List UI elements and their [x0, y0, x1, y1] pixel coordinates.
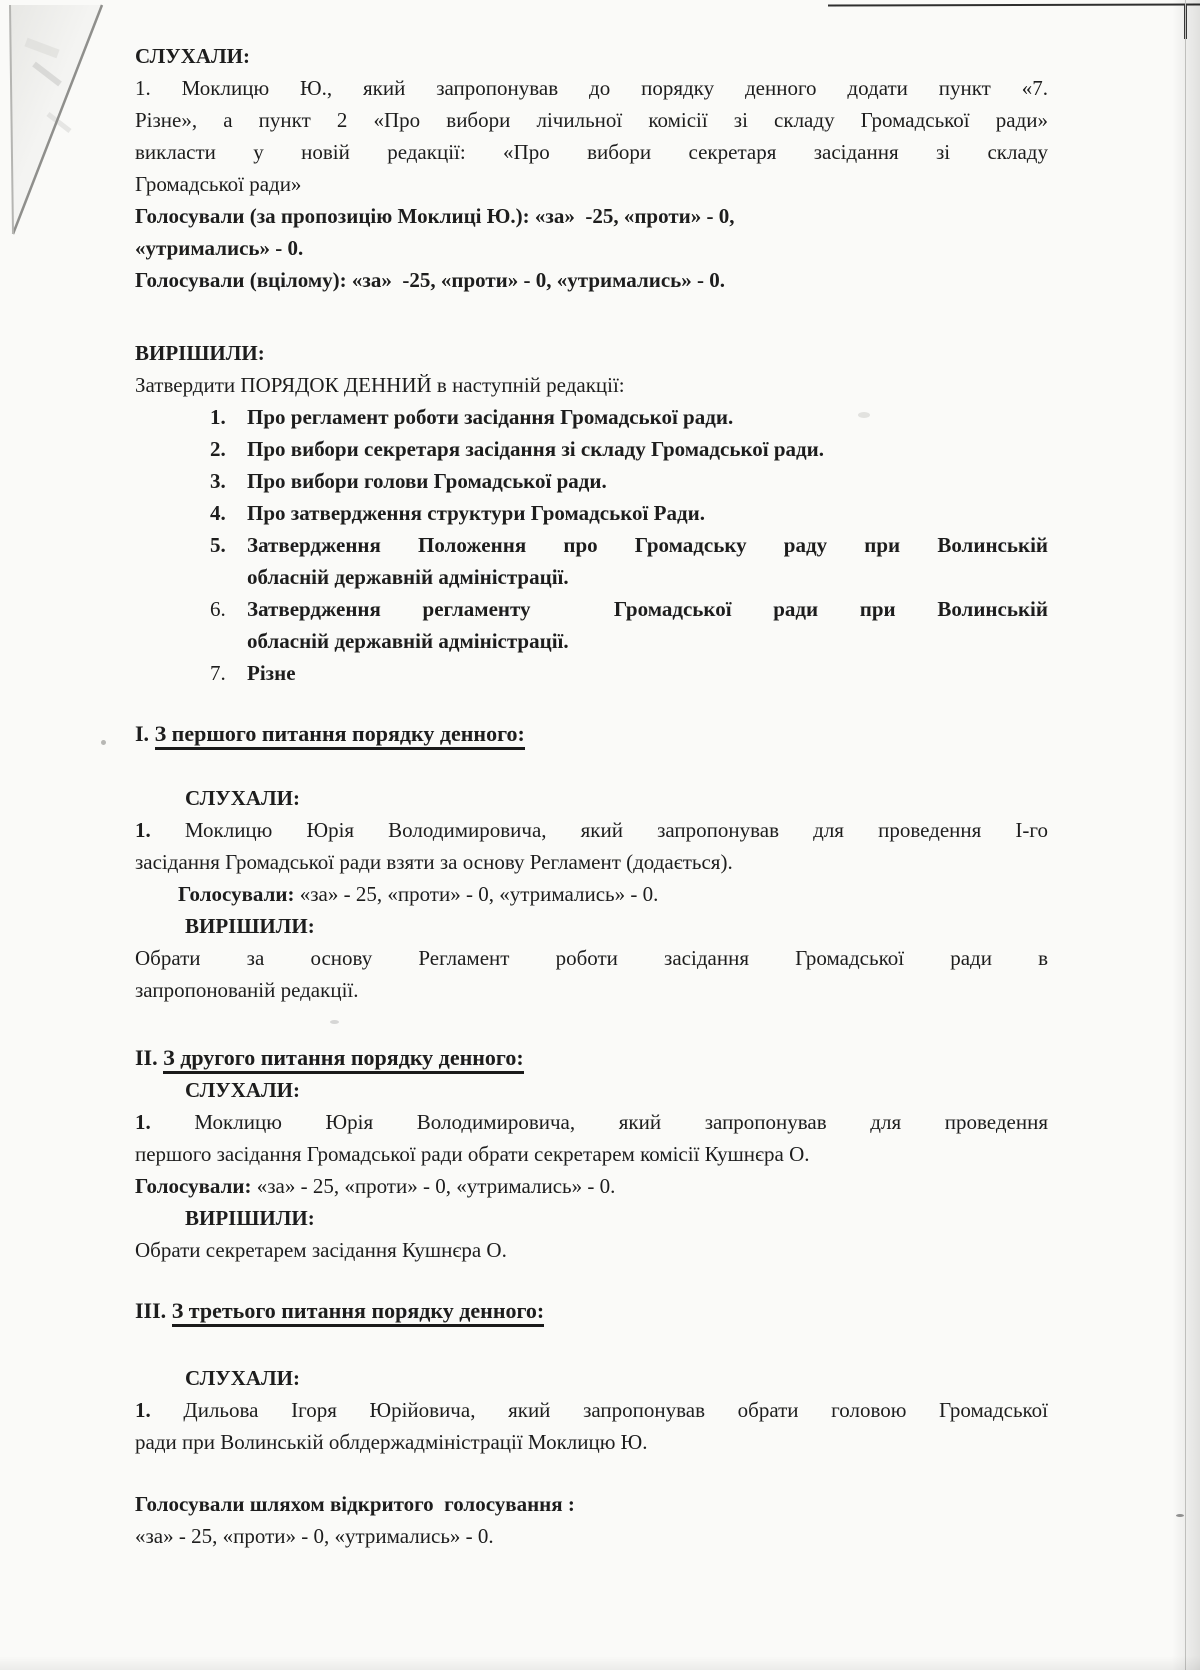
- agenda-item-number: 4.: [210, 501, 226, 525]
- paragraph-line: першого засідання Громадської ради обрати секретарем комісії Кушнєра О.: [135, 1142, 810, 1166]
- scan-bottom-edge-shadow: [0, 1656, 1200, 1670]
- heading-vyrishyly: ВИРІШИЛИ:: [185, 1206, 315, 1230]
- vote-proposal-line: Голосували (за пропозицію Моклиці Ю.): «за» -25, «проти» - 0,: [135, 204, 735, 228]
- section-title: З другого питання порядку денного:: [163, 1045, 524, 1074]
- scan-speck: [1176, 1514, 1184, 1517]
- agenda-item-text: Про вибори голови Громадської ради.: [247, 469, 607, 493]
- section-numeral: III.: [135, 1298, 167, 1323]
- agenda-item: [135, 497, 1048, 529]
- section-title: З першого питання порядку денного:: [155, 721, 525, 750]
- decision-line: Обрати за основу Регламент роботи засідання Громадської ради в: [135, 946, 1048, 970]
- scan-top-edge-line: [828, 4, 1200, 7]
- decision-line: запропонованій редакції.: [135, 978, 359, 1002]
- paragraph-line: 1. Моклицю Ю., який запропонував до порядку денного додати пункт «7.: [135, 76, 1048, 100]
- heading-sluhaly: СЛУХАЛИ:: [185, 1078, 301, 1102]
- paragraph-line: 1. Моклицю Юрія Володимировича, який запропонував для проведення І-го: [135, 818, 1048, 842]
- agenda-item-text: Про вибори секретаря засідання зі складу Громадської ради.: [247, 437, 825, 461]
- agenda-item: [135, 465, 1048, 497]
- agenda-item-text: Про затвердження структури Громадської Ради.: [247, 501, 705, 525]
- agenda-intro: Затвердити ПОРЯДОК ДЕННИЙ в наступній редакції:: [135, 373, 625, 397]
- vote-line: Голосували: «за» - 25, «проти» - 0, «утримались» - 0.: [178, 882, 659, 906]
- scan-speck: [101, 740, 106, 745]
- paragraph-line: Різне», а пункт 2 «Про вибори лічильної комісії зі складу Громадської ради»: [135, 108, 1048, 132]
- agenda-item-number: 3.: [210, 469, 226, 493]
- agenda-item-number: 2.: [210, 437, 226, 461]
- decision-line: Обрати секретарем засідання Кушнєра О.: [135, 1238, 507, 1262]
- heading-sluhaly: СЛУХАЛИ:: [135, 44, 251, 68]
- heading-sluhaly: СЛУХАЛИ:: [185, 1366, 301, 1390]
- vote-proposal-line: «утримались» - 0.: [135, 236, 304, 260]
- vote-total-line: Голосували (вцілому): «за» -25, «проти» - 0, «утримались» - 0.: [135, 268, 725, 292]
- vote-result-line: «за» - 25, «проти» - 0, «утримались» - 0.: [135, 1524, 494, 1548]
- heading-sluhaly: СЛУХАЛИ:: [185, 786, 301, 810]
- agenda-item-number: 1.: [210, 405, 226, 429]
- section-heading: [135, 1042, 1048, 1074]
- heading-vyrishyly: ВИРІШИЛИ:: [135, 341, 265, 365]
- section-numeral: II.: [135, 1045, 158, 1070]
- vote-open-heading: Голосували шляхом відкритого голосування :: [135, 1492, 575, 1516]
- agenda-item-text: Про регламент роботи засідання Громадської ради.: [247, 405, 734, 429]
- paragraph-line: 1. Дильова Ігоря Юрійовича, який запропонував обрати головою Громадської: [135, 1398, 1048, 1422]
- section-heading: [135, 718, 1048, 750]
- vote-line: Голосували: «за» - 25, «проти» - 0, «утримались» - 0.: [135, 1174, 616, 1198]
- section-numeral: I.: [135, 721, 150, 746]
- agenda-item-number: 5.: [210, 533, 226, 557]
- paragraph-line: Громадської ради»: [135, 172, 302, 196]
- section-title: З третього питання порядку денного:: [172, 1298, 545, 1327]
- scan-right-edge-shadow: [1172, 0, 1200, 1670]
- section-first-question: [135, 718, 1048, 1006]
- agenda-item-number: 6.: [210, 597, 226, 621]
- agenda-item: [135, 529, 1048, 593]
- agenda-item-text: Затвердження регламенту Громадської ради при Волинській обласній державній адміністрації.: [247, 597, 1048, 653]
- section-heading: [135, 1295, 1048, 1327]
- agenda-item-text: Різне: [247, 661, 296, 685]
- document-content: [135, 40, 1048, 1552]
- paragraph-line: 1. Моклицю Юрія Володимировича, який запропонував для проведення: [135, 1110, 1048, 1134]
- agenda-item-text: Затвердження Положення про Громадську раду при Волинській обласній державній адміністрації.: [247, 533, 1048, 589]
- paragraph-line: викласти у новій редакції: «Про вибори секретаря засідання зі складу: [135, 140, 1048, 164]
- agenda-item: [135, 433, 1048, 465]
- block-sluhaly-opening: [135, 40, 1048, 296]
- heading-vyrishyly: ВИРІШИЛИ:: [185, 914, 315, 938]
- agenda-item: [135, 593, 1048, 657]
- paragraph-line: ради при Волинській облдержадміністрації Моклицю Ю.: [135, 1430, 648, 1454]
- block-vyrishyly-agenda: [135, 337, 1048, 689]
- agenda-item: [135, 401, 1048, 433]
- section-third-question: [135, 1295, 1048, 1552]
- agenda-item-number: 7.: [210, 661, 226, 685]
- agenda-item: [135, 657, 1048, 689]
- page-corner-fold: [4, 2, 114, 242]
- section-second-question: [135, 1042, 1048, 1266]
- paragraph-line: засідання Громадської ради взяти за основу Регламент (додається).: [135, 850, 733, 874]
